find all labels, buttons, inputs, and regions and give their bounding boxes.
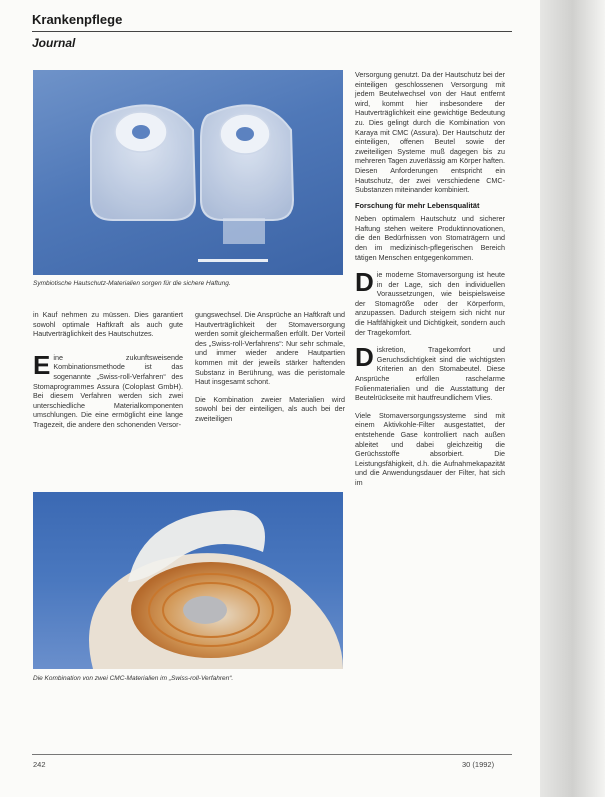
paragraph: Versorgung genutzt. Da der Hautschutz bei der einteiligen geschlossenen Versorgung mit jedem Beutelwechsel von der Haut entfernt wird, kommt hier insbesondere der Hautverträglichkeit eine gewichtige Bedeutung zu. Dies gelingt durch die Kombination von Karaya mit CMC (Assura). Der Hautschutz der einteiligen, offenen Beutel sowie der zweiteiligen Systeme muß dagegen bis zu mehreren Tagen zuverlässig am Körper haften. Diesen Anforderungen entspricht ein Hautschutz, der zwei verschiedene CMC-Substanzen miteinander kombiniert. xyxy=(355,70,505,195)
text-column-1 xyxy=(33,310,183,434)
paragraph-with-dropcap xyxy=(33,349,183,430)
issue-number: 30 (1992) xyxy=(462,760,495,769)
page-edge-shadow xyxy=(540,0,605,797)
subsection-title: Journal xyxy=(32,36,76,50)
paragraph-text: ie moderne Stomaversorgung ist heute in der Lage, sich den individuellen Voraussetzungen, wie beispielsweise der Stomagröße oder der Körperform, anzupassen. Dadurch steigern sich nicht nur die Haftfähigkeit und Dichtigkeit, sondern auch der Tragekomfort. xyxy=(355,270,505,337)
section-title: Krankenpflege xyxy=(32,12,123,27)
paragraph-text: ine zukunftsweisende Kombinationsmethode ist das sogenannte „Swiss-roll-Verfahren“ des Stomaprogrammes Assura (Coloplast GmbH). Bei diesem Verfahren werden sich zwei unterschiedliche Materialkomponenten umschlungen. Die eine ermöglicht eine lange Tragezeit, die andere den schonenden Versor- xyxy=(33,352,183,429)
paragraph: gungswechsel. Die Ansprüche an Haftkraft und Hautverträglichkeit der Stomaversorgung werden somit gleichermaßen erfüllt. Der Vorteil des „Swiss-roll-Verfahrens“: Nur sehr schmale, und immer wieder andere Hautpartien kommen mit der jeweils stärker haftenden Substanz in Berührung, was die peristomale Haut insgesamt schont. xyxy=(195,310,345,387)
paragraph-text: iskretion, Tragekomfort und Geruchsdichtigkeit sind die wichtigsten Kriterien an den Stomabeutel. Diese Ansprüche erfüllen raschelarme Folienmaterialien und die Ausstattung der Beutelrückseite mit hautfreundlichem Vlies. xyxy=(355,345,505,403)
footer-divider xyxy=(32,754,512,755)
paragraph: Viele Stomaversorgungssysteme sind mit einem Aktivkohle-Filter ausgestattet, der entstehende Gase kontrolliert nach außen ableitet und dabei gleichzeitig die Gerüchsstoffe absorbiert. Die Leistungsfähigkeit, d.h. die Aufnahmekapazität und die Anwendungsdauer der Filter, hat sich im xyxy=(355,410,505,487)
paragraph: Neben optimalem Hautschutz und sicherer Haftung stehen weitere Produktinnovationen, die den Bedürfnissen von Stomaträgern und den im medizinisch-pflegerischen Bereich tätigen Menschen entgegenkommen. xyxy=(355,214,505,262)
bottom-figure-caption: Die Kombination von zwei CMC-Materialien im „Swiss-roll-Verfahren“. xyxy=(33,675,234,682)
drop-cap: D xyxy=(355,267,374,298)
text-column-3 xyxy=(355,70,505,492)
swiss-roll-illustration xyxy=(33,492,343,669)
ostomy-pouches-photo xyxy=(33,70,343,275)
page-number: 242 xyxy=(33,760,46,769)
paragraph-with-dropcap xyxy=(355,342,505,403)
section-heading: Forschung für mehr Lebensqualität xyxy=(355,200,480,210)
header-divider xyxy=(32,31,512,32)
ostomy-pouches-illustration xyxy=(33,70,343,275)
swiss-roll-material-photo xyxy=(33,492,343,669)
paragraph: Die Kombination zweier Materialien wird sowohl bei der einteiligen, als auch bei der zweiteiligen xyxy=(195,394,345,423)
top-figure-caption: Symbiotische Hautschutz-Materialien sorgen für die sichere Haftung. xyxy=(33,280,231,287)
paragraph-with-dropcap xyxy=(355,267,505,337)
paragraph: in Kauf nehmen zu müssen. Dies garantiert sowohl optimale Haftkraft als auch gute Hautverträglichkeit des Hautschutzes. xyxy=(33,310,183,339)
text-column-2 xyxy=(195,310,345,428)
drop-cap: E xyxy=(33,349,51,380)
drop-cap: D xyxy=(355,342,374,373)
